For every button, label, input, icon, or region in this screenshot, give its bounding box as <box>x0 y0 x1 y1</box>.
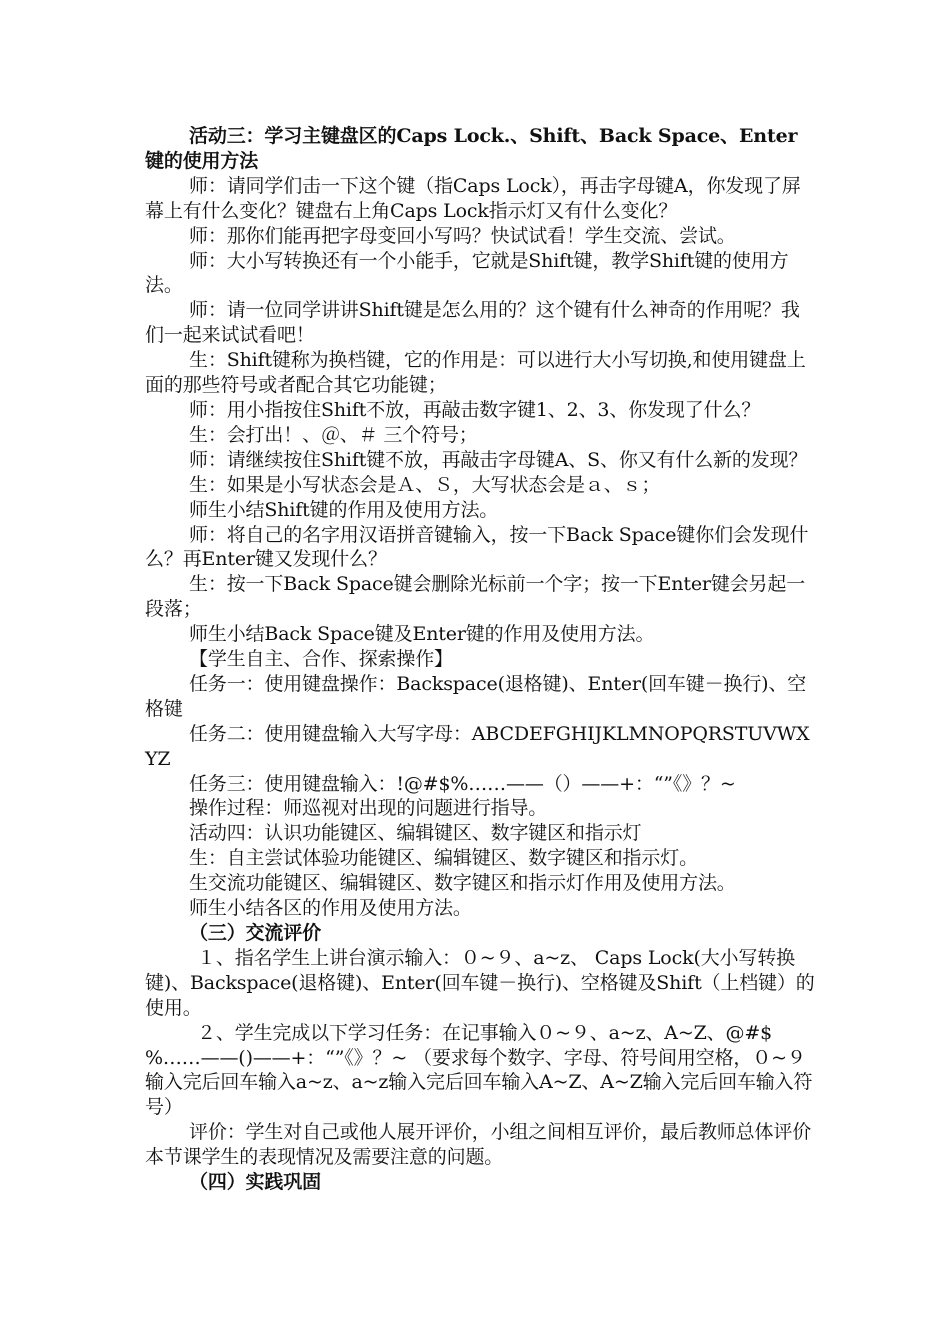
paragraph: 生：Shift键称为换档键，它的作用是：可以进行大小写切换,和使用键盘上面的那些符号或者配合其它功能键； <box>145 349 806 397</box>
evaluation-item-one: １、指名学生上讲台演示输入：０~９、a~z、 Caps Lock(大小写转换键)、Backspace(退格键)、Enter(回车键－换行)、空格键及Shift（上档键）的使用。 <box>145 946 815 1019</box>
paragraph: 师：请一位同学讲讲Shift键是怎么用的？这个键有什么神奇的作用呢？我们一起来试试看吧！ <box>145 299 800 347</box>
task-two: 任务二：使用键盘输入大写字母：ABCDEFGHIJKLMNOPQRSTUVWXYZ <box>145 722 810 770</box>
paragraph: 师生小结各区的作用及使用方法。 <box>189 897 472 920</box>
activity-four: 活动四：认识功能键区、编辑键区、数字键区和指示灯 <box>189 822 642 845</box>
student-exploration-label: 【学生自主、合作、探索操作】 <box>189 648 453 671</box>
task-three: 任务三：使用键盘输入：!@#$%……——（）——+：“”《》？~ <box>189 772 736 795</box>
paragraph: 师生小结Back Space键及Enter键的作用及使用方法。 <box>189 623 655 646</box>
paragraph: 师：用小指按住Shift不放，再敲击数字键1、2、3、你发现了什么？ <box>189 398 761 421</box>
paragraph: 生：会打出！、＠、＃ 三个符号； <box>189 423 478 446</box>
task-one: 任务一：使用键盘操作：Backspace(退格键)、Enter(回车键－换行)、空格键 <box>145 672 807 720</box>
evaluation-item-two: ２、学生完成以下学习任务：在记事输入０~９、a~z、A~Z、@#$%……——()——+：“”《》？~ （要求每个数字、字母、符号间用空格，０~９输入完后回车输入a~z、a~z输入完后回车输入A~Z、A~Z输入完后回车输入符号） <box>145 1021 813 1119</box>
paragraph: 师：请继续按住Shift键不放，再敲击字母键A、S、你又有什么新的发现？ <box>189 448 808 471</box>
paragraph: 生交流功能键区、编辑键区、数字键区和指示灯作用及使用方法。 <box>189 872 736 895</box>
paragraph: 师生小结Shift键的作用及使用方法。 <box>189 498 499 521</box>
paragraph: 师：大小写转换还有一个小能手，它就是Shift键，教学Shift键的使用方法。 <box>145 249 789 297</box>
section-four-heading: （四）实践巩固 <box>189 1171 321 1194</box>
paragraph: 操作过程：师巡视对出现的问题进行指导。 <box>189 797 548 820</box>
paragraph: 师：那你们能再把字母变回小写吗？快试试看！学生交流、尝试。 <box>189 224 736 247</box>
section-three-heading: （三）交流评价 <box>189 922 321 944</box>
paragraph: 师：请同学们击一下这个键（指Caps Lock），再击字母键A，你发现了屏幕上有什么变化？键盘右上角Caps Lock指示灯又有什么变化？ <box>145 174 801 222</box>
document-page <box>145 124 815 1195</box>
activity-three-heading: 活动三：学习主键盘区的Caps Lock.、Shift、Back Space、Enter键的使用方法 <box>145 125 798 172</box>
paragraph: 生：按一下Back Space键会删除光标前一个字；按一下Enter键会另起一段落； <box>145 573 806 621</box>
paragraph: 师：将自己的名字用汉语拼音键输入，按一下Back Space键你们会发现什么？再Enter键又发现什么？ <box>145 523 809 571</box>
paragraph: 生：如果是小写状态会是Ａ、Ｓ，大写状态会是ａ、ｓ； <box>189 473 661 496</box>
paragraph: 生：自主尝试体验功能键区、编辑键区、数字键区和指示灯。 <box>189 847 698 870</box>
evaluation-summary: 评价：学生对自己或他人展开评价，小组之间相互评价，最后教师总体评价本节课学生的表现情况及需要注意的问题。 <box>145 1121 812 1169</box>
